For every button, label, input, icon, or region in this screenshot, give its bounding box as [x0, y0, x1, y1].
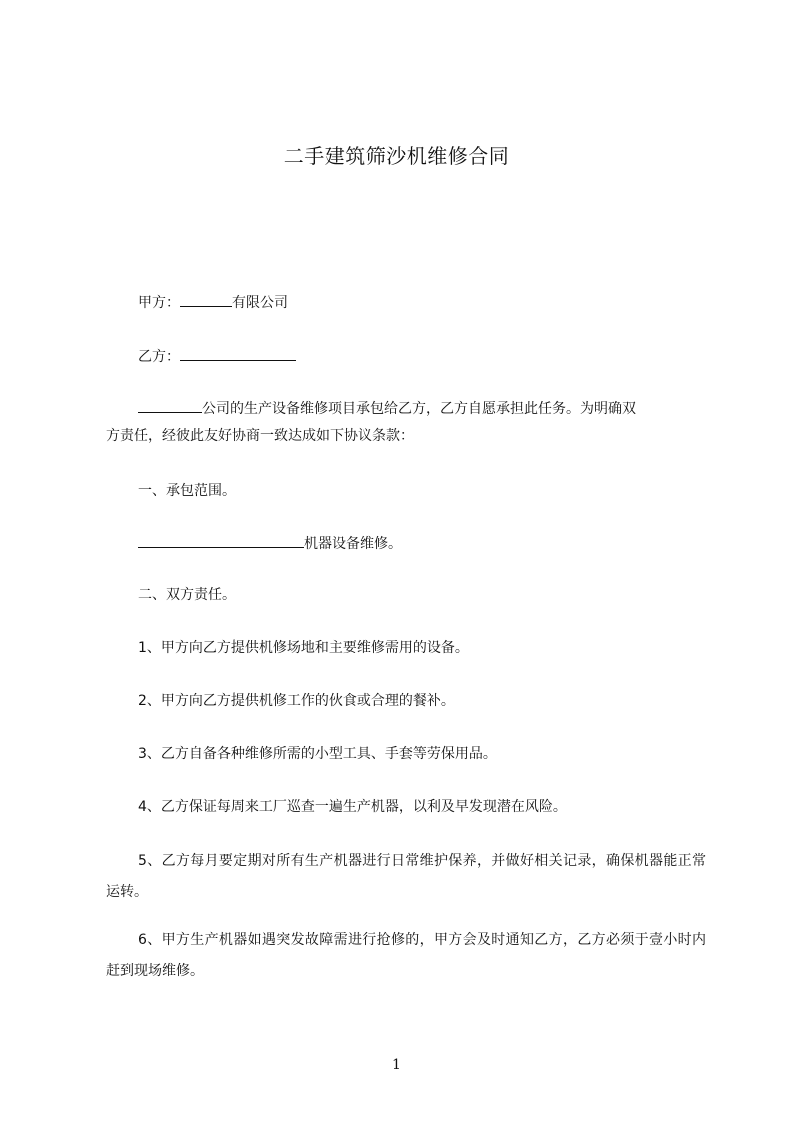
party-b-line [138, 346, 296, 367]
intro-text-line-1: 公司的生产设备维修项目承包给乙方，乙方自愿承担此任务。为明确双 [202, 401, 636, 417]
responsibility-item-3: 3、乙方自备各种维修所需的小型工具、手套等劳保用品。 [138, 746, 497, 762]
party-a-line [138, 292, 288, 313]
party-a-suffix: 有限公司 [232, 295, 288, 311]
section-2-heading: 二、双方责任。 [138, 587, 236, 603]
scope-blank [138, 533, 304, 548]
page-number: 1 [392, 1057, 401, 1073]
party-a-label: 甲方： [138, 295, 180, 311]
scope-line [138, 533, 402, 554]
section-1-heading: 一、承包范围。 [138, 483, 236, 499]
responsibility-item-2: 2、甲方向乙方提供机修工作的伙食或合理的餐补。 [138, 693, 455, 709]
responsibility-item-1: 1、甲方向乙方提供机修场地和主要维修需用的设备。 [138, 640, 469, 656]
document-title: 二手建筑筛沙机维修合同 [283, 144, 510, 168]
party-b-label: 乙方： [138, 349, 180, 365]
intro-line-1 [138, 398, 636, 419]
responsibility-item-5: 5、乙方每月要定期对所有生产机器进行日常维护保养，并做好相关记录，确保机器能正常运转。 [106, 853, 706, 900]
scope-suffix: 机器设备维修。 [304, 536, 402, 552]
responsibility-item-6: 6、甲方生产机器如遇突发故障需进行抢修的，甲方会及时通知乙方，乙方必须于壹小时内赶到现场维修。 [106, 932, 706, 979]
party-b-name-blank [180, 346, 296, 361]
intro-line-2: 方责任，经彼此友好协商一致达成如下协议条款： [106, 428, 414, 444]
intro-company-blank [138, 398, 202, 413]
party-a-name-blank [180, 292, 232, 307]
responsibility-item-4: 4、乙方保证每周来工厂巡查一遍生产机器，以利及早发现潜在风险。 [138, 799, 567, 815]
